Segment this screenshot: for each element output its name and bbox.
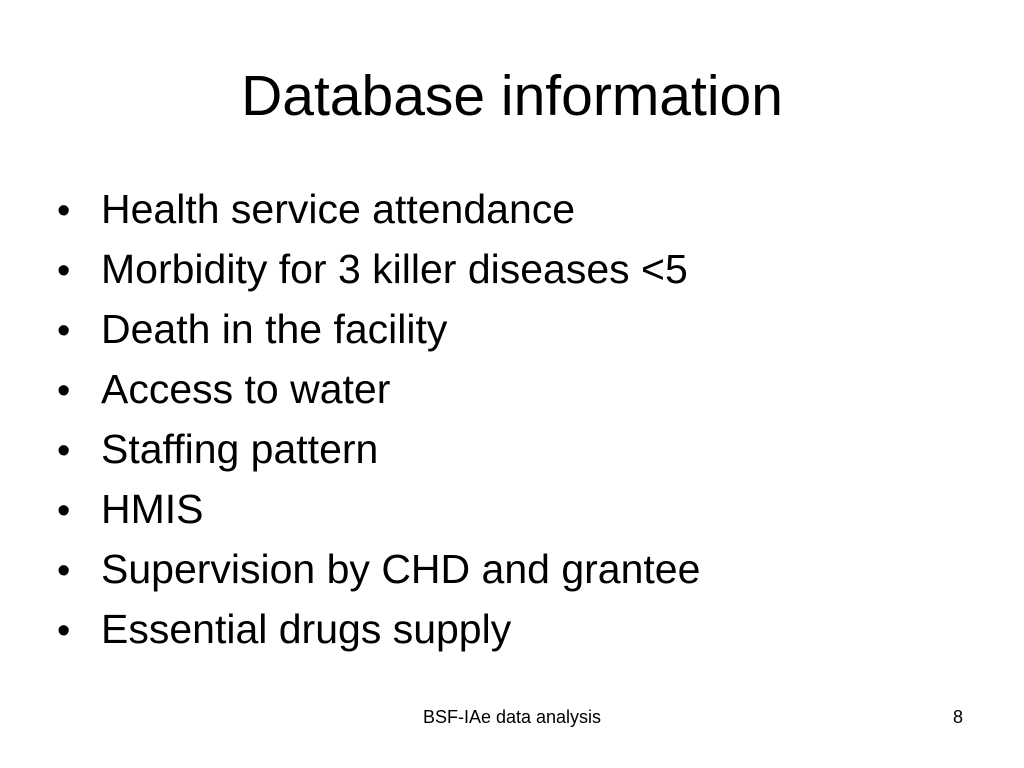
bullet-marker: •: [57, 610, 71, 652]
bullet-item: [57, 599, 700, 659]
bullet-item: [57, 179, 700, 239]
bullet-text: Essential drugs supply: [101, 606, 512, 652]
slide-footer: BSF-IAe data analysis: [422, 707, 602, 727]
bullet-item: [57, 419, 700, 479]
bullet-text: Access to water: [101, 366, 391, 412]
bullet-text: Staffing pattern: [101, 426, 379, 472]
bullet-list: [57, 179, 700, 659]
bullet-item: [57, 359, 700, 419]
bullet-text: HMIS: [101, 486, 204, 532]
bullet-text: Death in the facility: [101, 306, 448, 352]
bullet-text: Morbidity for 3 killer diseases <5: [101, 246, 688, 292]
bullet-item: [57, 539, 700, 599]
bullet-marker: •: [57, 250, 71, 292]
bullet-marker: •: [57, 490, 71, 532]
bullet-item: [57, 479, 700, 539]
page-number: 8: [952, 707, 963, 727]
bullet-marker: •: [57, 550, 71, 592]
bullet-text: Health service attendance: [101, 186, 576, 232]
bullet-text: Supervision by CHD and grantee: [101, 546, 701, 592]
bullet-marker: •: [57, 310, 71, 352]
bullet-marker: •: [57, 370, 71, 412]
bullet-marker: •: [57, 190, 71, 232]
bullet-marker: •: [57, 430, 71, 472]
slide-title: Database information: [241, 64, 783, 128]
bullet-item: [57, 299, 700, 359]
bullet-item: [57, 239, 700, 299]
